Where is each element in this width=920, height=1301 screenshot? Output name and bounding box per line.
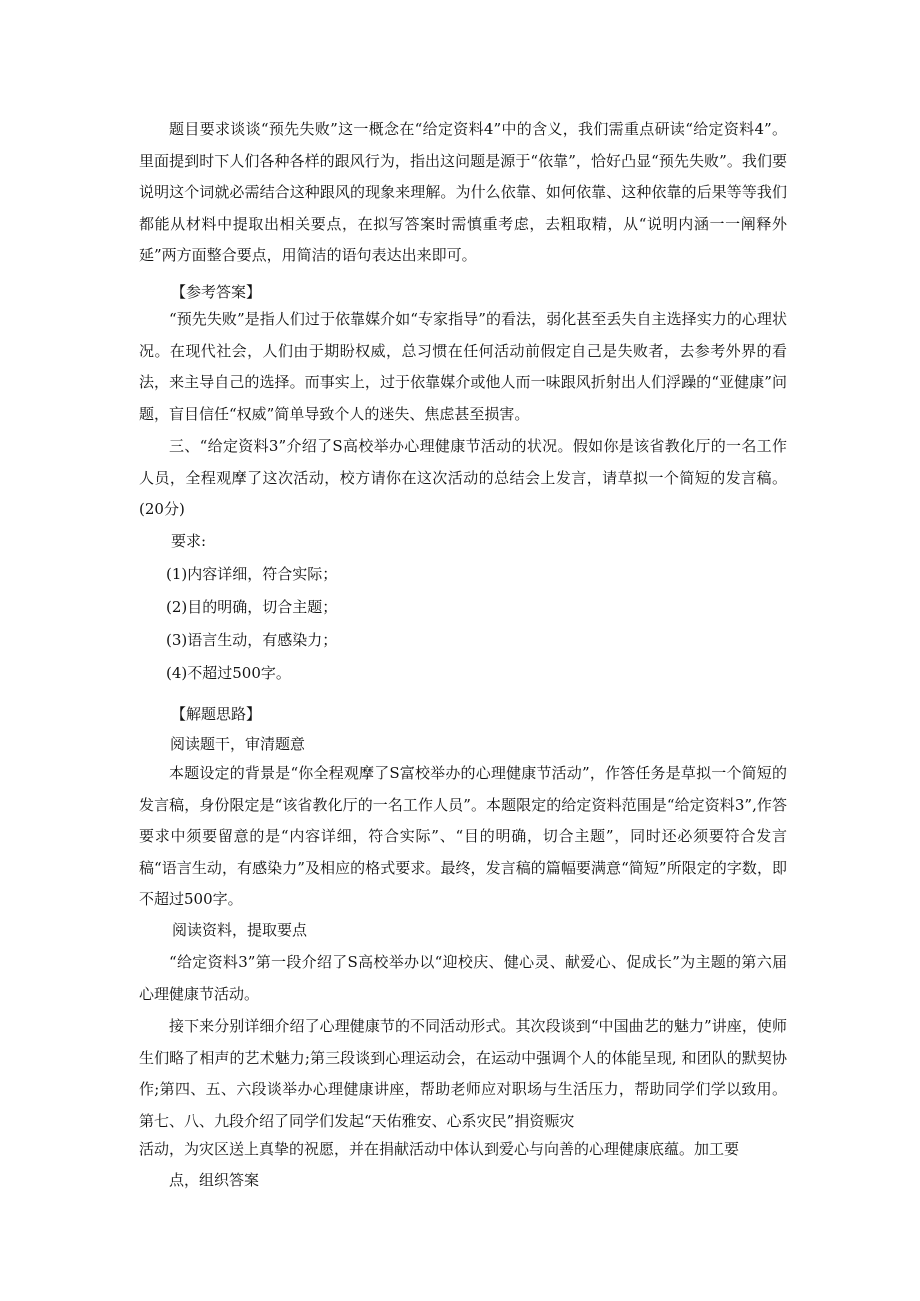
step-read-question: 阅读题干，审清题意 <box>170 735 306 753</box>
requirement-item-4: (4)不超过500字。 <box>166 664 291 682</box>
step-extract-points: 阅读资料，提取要点 <box>172 921 308 939</box>
reference-answer-heading: 【参考答案】 <box>171 283 262 301</box>
paragraph-analysis-q2: 题目要求谈谈“预先失败”这一概念在“给定资料4”中的含义，我们需重点研读“给定资料4”。里面提到时下人们各种各样的跟风行为，指出这问题是源于“依靠”，恰好凸显“预先失败”。我们要说明这个词就必需结合这种跟风的现象来理解。为什么依靠、如何依靠、这种依靠的后果等等我们都能从材料中提取出相关要点，在拟写答案时需慎重考虑，去粗取精，从“说明内涵一一阐释外延”两方面整合要点，用简洁的语句表达出来即可。 <box>139 120 787 265</box>
paragraph-question-analysis: 本题设定的背景是“你全程观摩了S富校举办的心理健康节活动”，作答任务是草拟一个简短的发言稿，身份限定是“该省教化厅的一名工作人员”。本题限定的给定资料范围是“给定资料3”,作答要求中须要留意的是“内容详细，符合实际”、“目的明确，切合主题”，同时还必须要符合发言稿“语言生动，有感染力”及相应的格式要求。最终，发言稿的篇幅要满意“简短”所限定的字数，即不超过500字。 <box>139 764 787 909</box>
paragraph-donation-activity: 活动，为灾区送上真挚的祝愿，并在捐献活动中体认到爱心与向善的心理健康底蕴。加工要 <box>139 1140 740 1158</box>
paragraph-reference-answer: “预先失败”是指人们过于依靠媒介如“专家指导”的看法，弱化甚至丢失自主选择实力的心理状况。在现代社会，人们由于期盼权威，总习惯在任何活动前假定自己是失败者，去参考外界的看法，来主导自己的选择。而事实上，过于依靠媒介或他人而一味跟风折射出人们浮躁的“亚健康”问题，盲目信任“权威”简单导致个人的迷失、焦虑甚至损害。 <box>139 310 787 423</box>
requirement-item-1: (1)内容详细，符合实际； <box>166 565 338 583</box>
requirements-label: 要求: <box>171 532 207 550</box>
question-three: 三、“给定资料3”介绍了S高校举办心理健康节活动的状况。假如你是该省教化厅的一名工作人员，全程观摩了这次活动，校方请你在这次活动的总结会上发言，请草拟一个简短的发言稿。(20分) <box>139 437 787 519</box>
approach-heading: 【解题思路】 <box>171 705 262 723</box>
requirement-item-3: (3)语言生动，有感染力； <box>166 631 338 649</box>
paragraph-activity-details: 接下来分别详细介绍了心理健康节的不同活动形式。其次段谈到“中国曲艺的魅力”讲座，使师生们略了相声的艺术魅力;第三段谈到心理运动会，在运动中强调个人的体能呈现, 和团队的默契协作;第四、五、六段谈举办心理健康讲座，帮助老师应对职场与生活压力，帮助同学们学以致用。第七、八、九段介绍了同学们发起“天佑雅安、心系灾民”捐资赈灾 <box>139 1017 787 1130</box>
paragraph-organize-answer: 点，组织答案 <box>169 1171 260 1189</box>
paragraph-material-overview: “给定资料3”第一段介绍了S高校举办以“迎校庆、健心灵、献爱心、促成长”为主题的第六届心理健康节活动。 <box>139 953 787 1003</box>
requirement-item-2: (2)目的明确，切合主题； <box>166 598 338 616</box>
